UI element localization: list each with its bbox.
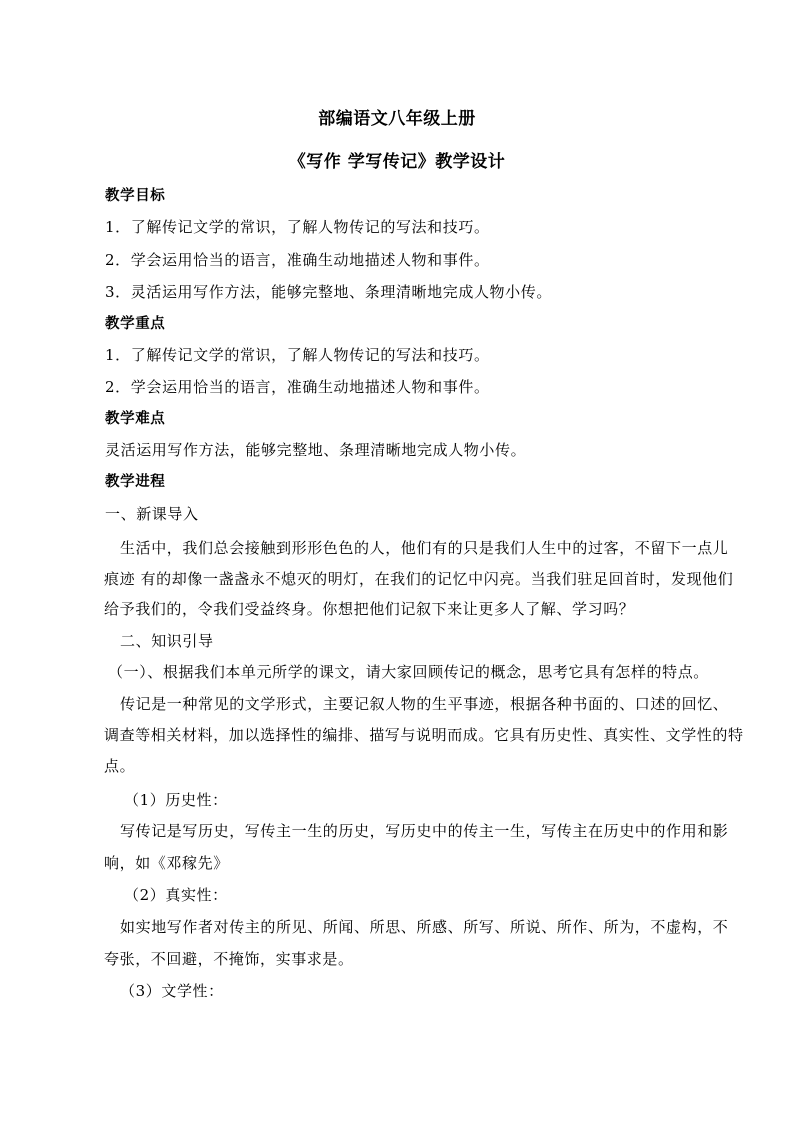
objective-item: 1．了解传记文学的常识，了解人物传记的写法和技巧。 <box>105 218 490 236</box>
feature-label: （3）文学性： <box>120 982 224 1000</box>
subsection-title: （一）、根据我们本单元所学的课文，请大家回顾传记的概念，思考它具有怎样的特点。 <box>108 663 709 681</box>
paragraph-line: 生活中，我们总会接触到形形色色的人，他们有的只是我们人生中的过客，不留下一点儿 <box>120 539 729 557</box>
objectives-heading: 教学目标 <box>105 187 166 204</box>
paragraph-line: 调查等相关材料，加以选择性的编排、描写与说明而成。它具有历史性、真实性、文学性的特 <box>104 726 744 744</box>
feature-label: （2）真实性： <box>124 886 228 904</box>
paragraph-line: 夸张，不回避，不掩饰，实事求是。 <box>104 950 354 968</box>
section-title: 一、新课导入 <box>105 505 199 523</box>
paragraph-line: 如实地写作者对传主的所见、所闻、所思、所感、所写、所说、所作、所为，不虚构，不 <box>120 918 729 936</box>
document-subtitle: 《写作 学写传记》教学设计 <box>288 152 506 172</box>
paragraph-line: 给予我们的，令我们受益终身。你想把他们记叙下来让更多人了解、学习吗？ <box>104 600 635 618</box>
paragraph-line: 痕迹 有的却像一盏盏永不熄灭的明灯，在我们的记忆中闪亮。当我们驻足回首时，发现他们 <box>104 570 734 588</box>
key-point-item: 1．了解传记文学的常识，了解人物传记的写法和技巧。 <box>105 346 490 364</box>
objective-item: 2．学会运用恰当的语言，准确生动地描述人物和事件。 <box>105 251 490 269</box>
document-title: 部编语文八年级上册 <box>318 109 476 129</box>
difficulties-heading: 教学难点 <box>105 410 166 427</box>
paragraph-line: 传记是一种常见的文学形式，主要记叙人物的生平事迹，根据各种书面的、口述的回忆、 <box>120 695 729 713</box>
key-points-heading: 教学重点 <box>105 315 166 332</box>
key-point-item: 2．学会运用恰当的语言，准确生动地描述人物和事件。 <box>105 378 490 396</box>
difficulties-text: 灵活运用写作方法，能够完整地、条理清晰地完成人物小传。 <box>105 441 527 459</box>
paragraph-line: 响，如《邓稼先》 <box>104 854 229 872</box>
feature-label: （1）历史性： <box>124 791 228 809</box>
objective-item: 3．灵活运用写作方法，能够完整地、条理清晰地完成人物小传。 <box>105 283 552 301</box>
section-title: 二、知识引导 <box>120 632 214 650</box>
paragraph-line: 点。 <box>104 757 136 775</box>
paragraph-line: 写传记是写历史，写传主一生的历史，写历史中的传主一生，写传主在历史中的作用和影 <box>120 822 729 840</box>
process-heading: 教学进程 <box>105 473 166 490</box>
